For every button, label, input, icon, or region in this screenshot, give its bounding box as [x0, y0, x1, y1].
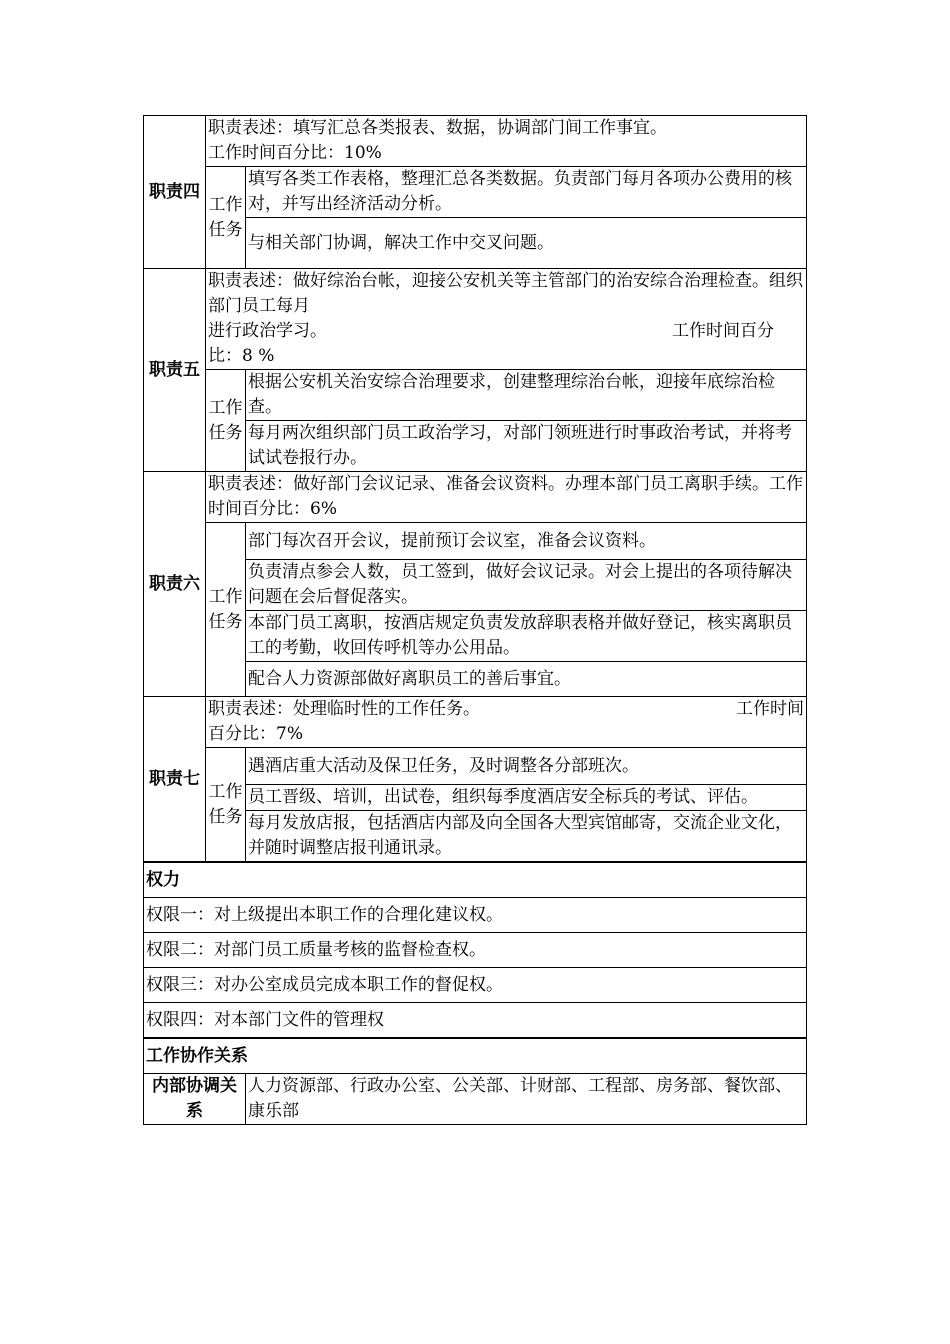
duty-4-description — [206, 116, 807, 167]
duty-5-task: 根据公安机关治安综合治理要求，创建整理综治台帐，迎接年底综治检查。 — [246, 370, 807, 421]
duty-4-task: 填写各类工作表格，整理汇总各类数据。负责部门每月各项办公费用的核对，并写出经济活动分析。 — [246, 167, 807, 218]
duty-4-desc-row — [144, 116, 807, 167]
duty-5-task-label: 工作任务 — [206, 370, 246, 472]
duty-5-desc-line: 职责表述：做好综治台帐，迎接公安机关等主管部门的治安综合治理检查。组织部门员工每月 — [208, 271, 803, 316]
duty-5-desc-row — [208, 319, 804, 344]
duty-6-task: 本部门员工离职，按酒店规定负责发放辞职表格并做好登记，核实离职员工的考勤，收回传呼机等办公用品。 — [246, 611, 807, 662]
duty-6-label: 职责六 — [144, 472, 206, 697]
duty-7-task-label: 工作任务 — [206, 748, 246, 863]
duty-4-desc-line: 职责表述：填写汇总各类报表、数据，协调部门间工作事宜。 — [208, 118, 667, 138]
duty-5-desc-line: 进行政治学习。 — [208, 321, 327, 341]
duty-6-task: 负责清点参会人数，员工签到，做好会议记录。对会上提出的各项待解决问题在会后督促落实。 — [246, 560, 807, 611]
duty-7-time-percent: 百分比：7% — [208, 724, 303, 744]
power-section-title: 权力 — [144, 862, 807, 898]
duty-7-task: 员工晋级、培训，出试卷，组织每季度酒店安全标兵的考试、评估。 — [246, 785, 807, 811]
duty-7-description — [206, 697, 807, 748]
duty-6-description: 职责表述：做好部门会议记录、准备会议资料。办理本部门员工离职手续。工作时间百分比：6% — [206, 472, 807, 523]
duty-6-task: 部门每次召开会议，提前预订会议室，准备会议资料。 — [246, 523, 807, 560]
power-item: 权限四：对本部门文件的管理权 — [144, 1003, 807, 1039]
duty-7-task: 每月发放店报，包括酒店内部及向全国各大型宾馆邮寄，交流企业文化，并随时调整店报刊通讯录。 — [246, 811, 807, 863]
duty-7-desc-row — [208, 697, 804, 722]
duty-5-task: 每月两次组织部门员工政治学习，对部门领班进行时事政治考试，并将考试试卷报行办。 — [246, 421, 807, 472]
duty-5-time-percent: 比：8 % — [208, 346, 275, 366]
duty-7-desc-line: 职责表述：处理临时性的工作任务。 — [208, 699, 480, 719]
duty-7-label: 职责七 — [144, 697, 206, 863]
relations-section-title: 工作协作关系 — [144, 1038, 807, 1074]
duty-5-time-label: 工作时间百分 — [672, 321, 774, 341]
duty-4-time-percent: 工作时间百分比：10% — [208, 143, 382, 163]
duty-6-task: 配合人力资源部做好离职员工的善后事宜。 — [246, 662, 807, 697]
internal-coordination-label: 内部协调关系 — [144, 1074, 246, 1125]
duty-4-label: 职责四 — [144, 116, 206, 269]
internal-coordination-departments: 人力资源部、行政办公室、公关部、计财部、工程部、房务部、餐饮部、康乐部 — [246, 1074, 807, 1125]
duty-7-task: 遇酒店重大活动及保卫任务，及时调整各分部班次。 — [246, 748, 807, 785]
duty-7-time-label: 工作时间 — [736, 699, 804, 719]
duty-5-description — [206, 269, 807, 370]
duty-5-label: 职责五 — [144, 269, 206, 472]
duty-6-task-label: 工作任务 — [206, 523, 246, 697]
power-item: 权限一：对上级提出本职工作的合理化建议权。 — [144, 898, 807, 933]
power-item: 权限二：对部门员工质量考核的监督检查权。 — [144, 933, 807, 968]
job-description-table — [143, 115, 806, 1125]
duty-4-task: 与相关部门协调，解决工作中交叉问题。 — [246, 218, 807, 269]
power-item: 权限三：对办公室成员完成本职工作的督促权。 — [144, 968, 807, 1003]
duty-4-task-label: 工作任务 — [206, 167, 246, 269]
